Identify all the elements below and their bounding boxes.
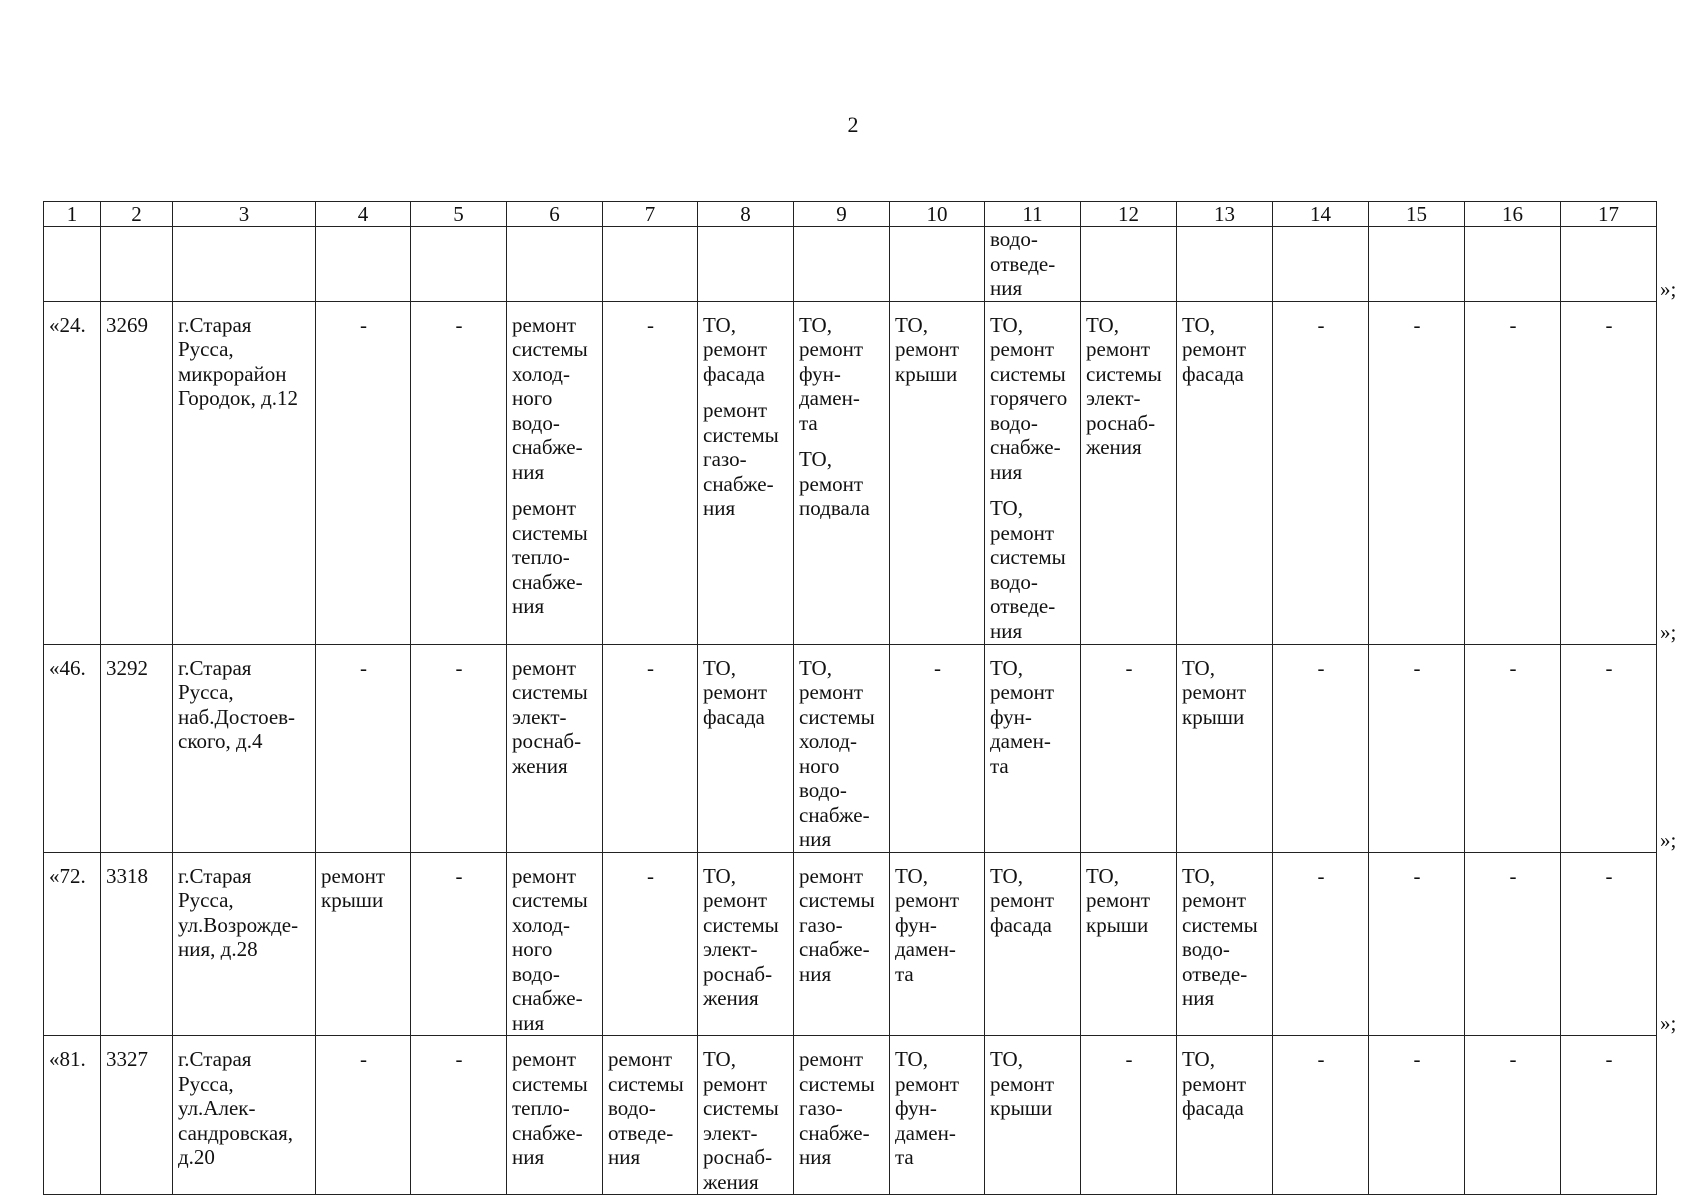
header-cell: 13: [1177, 202, 1273, 227]
page-number: 2: [847, 112, 859, 137]
row-end-marker: »;: [1660, 276, 1677, 301]
col4-cell: -: [316, 1036, 411, 1195]
table-cell: [44, 227, 101, 302]
table-row: [44, 852, 1688, 1036]
row-number-cell: «72.: [44, 852, 101, 1036]
table-cell: [411, 227, 507, 302]
col15-cell: -: [1369, 852, 1465, 1036]
col11-cell: ТО, ремонт фасада: [985, 852, 1081, 1036]
header-cell: 3: [173, 202, 316, 227]
header-cell: 8: [698, 202, 794, 227]
col17-cell: -: [1561, 644, 1657, 852]
header-cell: 11: [985, 202, 1081, 227]
building-code-cell: 3269: [101, 301, 173, 644]
address-cell: г.Старая Русса, микрорайон Городок, д.12: [173, 301, 316, 644]
cell-paragraph: ТО, ремонт фун- дамен- та: [799, 312, 864, 435]
table-cell: [1465, 227, 1561, 302]
table-cell: [1561, 227, 1657, 302]
col17-cell: -: [1561, 301, 1657, 644]
col11-cell: [985, 301, 1081, 644]
cell-paragraph: ТО, ремонт фасада: [703, 312, 768, 386]
header-cell: 17: [1561, 202, 1657, 227]
col7-cell: -: [603, 301, 698, 644]
col13-cell: ТО, ремонт крыши: [1177, 644, 1273, 852]
col11-cell: ТО, ремонт крыши: [985, 1036, 1081, 1195]
table-row: [44, 1036, 1688, 1195]
col13-cell: ТО, ремонт системы водо- отведе- ния: [1177, 852, 1273, 1036]
header-cell: 1: [44, 202, 101, 227]
building-code-cell: 3292: [101, 644, 173, 852]
cell-paragraph: ТО, ремонт подвала: [799, 447, 870, 520]
header-cell: 15: [1369, 202, 1465, 227]
col17-cell: -: [1561, 852, 1657, 1036]
table-cell: [316, 227, 411, 302]
table-cell: [1177, 227, 1273, 302]
col4-cell: -: [316, 644, 411, 852]
col12-cell: ТО, ремонт крыши: [1081, 852, 1177, 1036]
header-cell: 12: [1081, 202, 1177, 227]
col9-cell: ремонт системы газо- снабже- ния: [794, 1036, 890, 1195]
col15-cell: -: [1369, 644, 1465, 852]
header-cell: 6: [507, 202, 603, 227]
col7-cell: -: [603, 644, 698, 852]
col6-cell: ремонт системы тепло- снабже- ния: [507, 1036, 603, 1195]
address-cell: г.Старая Русса, ул.Алек- сандровская, д.20: [173, 1036, 316, 1195]
col11-cell: ТО, ремонт фун- дамен- та: [985, 644, 1081, 852]
col6-cell: ремонт системы холод- ного водо- снабже- ния: [507, 852, 603, 1036]
header-spacer: [1657, 202, 1688, 227]
col12-cell: -: [1081, 644, 1177, 852]
building-code-cell: 3327: [101, 1036, 173, 1195]
row-number-cell: «46.: [44, 644, 101, 852]
table-cell: [603, 227, 698, 302]
header-cell: 14: [1273, 202, 1369, 227]
header-cell: 10: [890, 202, 985, 227]
building-code-cell: 3318: [101, 852, 173, 1036]
col14-cell: -: [1273, 301, 1369, 644]
col10-cell: ТО, ремонт крыши: [890, 301, 985, 644]
col8-cell: [698, 301, 794, 644]
col17-cell: -: [1561, 1036, 1657, 1195]
table-cell: [794, 227, 890, 302]
table-cell: [173, 227, 316, 302]
col10-cell: ТО, ремонт фун- дамен- та: [890, 1036, 985, 1195]
col6-cell: [507, 301, 603, 644]
col16-cell: -: [1465, 852, 1561, 1036]
col7-cell: -: [603, 852, 698, 1036]
col15-cell: -: [1369, 301, 1465, 644]
table-cell: [1369, 227, 1465, 302]
col14-cell: -: [1273, 852, 1369, 1036]
col4-cell: ремонт крыши: [316, 852, 411, 1036]
cell-paragraph: ТО, ремонт системы водо- отведе- ния: [990, 496, 1066, 643]
table-cell: [1081, 227, 1177, 302]
header-cell: 5: [411, 202, 507, 227]
col16-cell: -: [1465, 1036, 1561, 1195]
row-end-marker: »;: [1660, 1011, 1677, 1035]
col5-cell: -: [411, 852, 507, 1036]
row-number-cell: «24.: [44, 301, 101, 644]
header-cell: 7: [603, 202, 698, 227]
cell-paragraph: ТО, ремонт системы горячего водо- снабже- ния: [990, 312, 1068, 484]
col12-cell: -: [1081, 1036, 1177, 1195]
header-cell: 9: [794, 202, 890, 227]
col5-cell: -: [411, 301, 507, 644]
col15-cell: -: [1369, 1036, 1465, 1195]
col16-cell: -: [1465, 301, 1561, 644]
row-number-cell: «81.: [44, 1036, 101, 1195]
header-cell: 2: [101, 202, 173, 227]
col7-cell: ремонт системы водо- отведе- ния: [603, 1036, 698, 1195]
col10-cell: -: [890, 644, 985, 852]
table-row: [44, 301, 1688, 644]
col14-cell: -: [1273, 1036, 1369, 1195]
row-end-marker: »;: [1660, 619, 1677, 644]
row-end-marker: [1657, 1036, 1688, 1195]
table-row: [44, 644, 1688, 852]
table-cell: [890, 227, 985, 302]
col6-cell: ремонт системы элект- роснаб- жения: [507, 644, 603, 852]
table-cell: [1273, 227, 1369, 302]
address-cell: г.Старая Русса, ул.Возрожде- ния, д.28: [173, 852, 316, 1036]
col12-cell: ТО, ремонт системы элект- роснаб- жения: [1081, 301, 1177, 644]
table-cell-col11: водо- отведе- ния: [985, 227, 1081, 302]
repair-schedule-table: [43, 201, 1688, 1195]
header-row: [44, 202, 1688, 227]
table-cell: [507, 227, 603, 302]
row-end-marker: »;: [1660, 827, 1677, 852]
continuation-row: [44, 227, 1688, 302]
col9-cell: ТО, ремонт системы холод- ного водо- снабже- ния: [794, 644, 890, 852]
col5-cell: -: [411, 644, 507, 852]
col14-cell: -: [1273, 644, 1369, 852]
col5-cell: -: [411, 1036, 507, 1195]
col8-cell: ТО, ремонт системы элект- роснаб- жения: [698, 852, 794, 1036]
table-cell: [698, 227, 794, 302]
col4-cell: -: [316, 301, 411, 644]
col10-cell: ТО, ремонт фун- дамен- та: [890, 852, 985, 1036]
header-cell: 4: [316, 202, 411, 227]
col8-cell: ТО, ремонт фасада: [698, 644, 794, 852]
col9-cell: [794, 301, 890, 644]
col13-cell: ТО, ремонт фасада: [1177, 301, 1273, 644]
cell-paragraph: ремонт системы газо- снабже- ния: [703, 398, 779, 520]
col8-cell: ТО, ремонт системы элект- роснаб- жения: [698, 1036, 794, 1195]
cell-paragraph: ремонт системы тепло- снабже- ния: [512, 496, 588, 618]
col9-cell: ремонт системы газо- снабже- ния: [794, 852, 890, 1036]
cell-paragraph: ремонт системы холод- ного водо- снабже- ния: [512, 312, 588, 484]
col13-cell: ТО, ремонт фасада: [1177, 1036, 1273, 1195]
table-cell: [101, 227, 173, 302]
col16-cell: -: [1465, 644, 1561, 852]
header-cell: 16: [1465, 202, 1561, 227]
address-cell: г.Старая Русса, наб.Достоев- ского, д.4: [173, 644, 316, 852]
